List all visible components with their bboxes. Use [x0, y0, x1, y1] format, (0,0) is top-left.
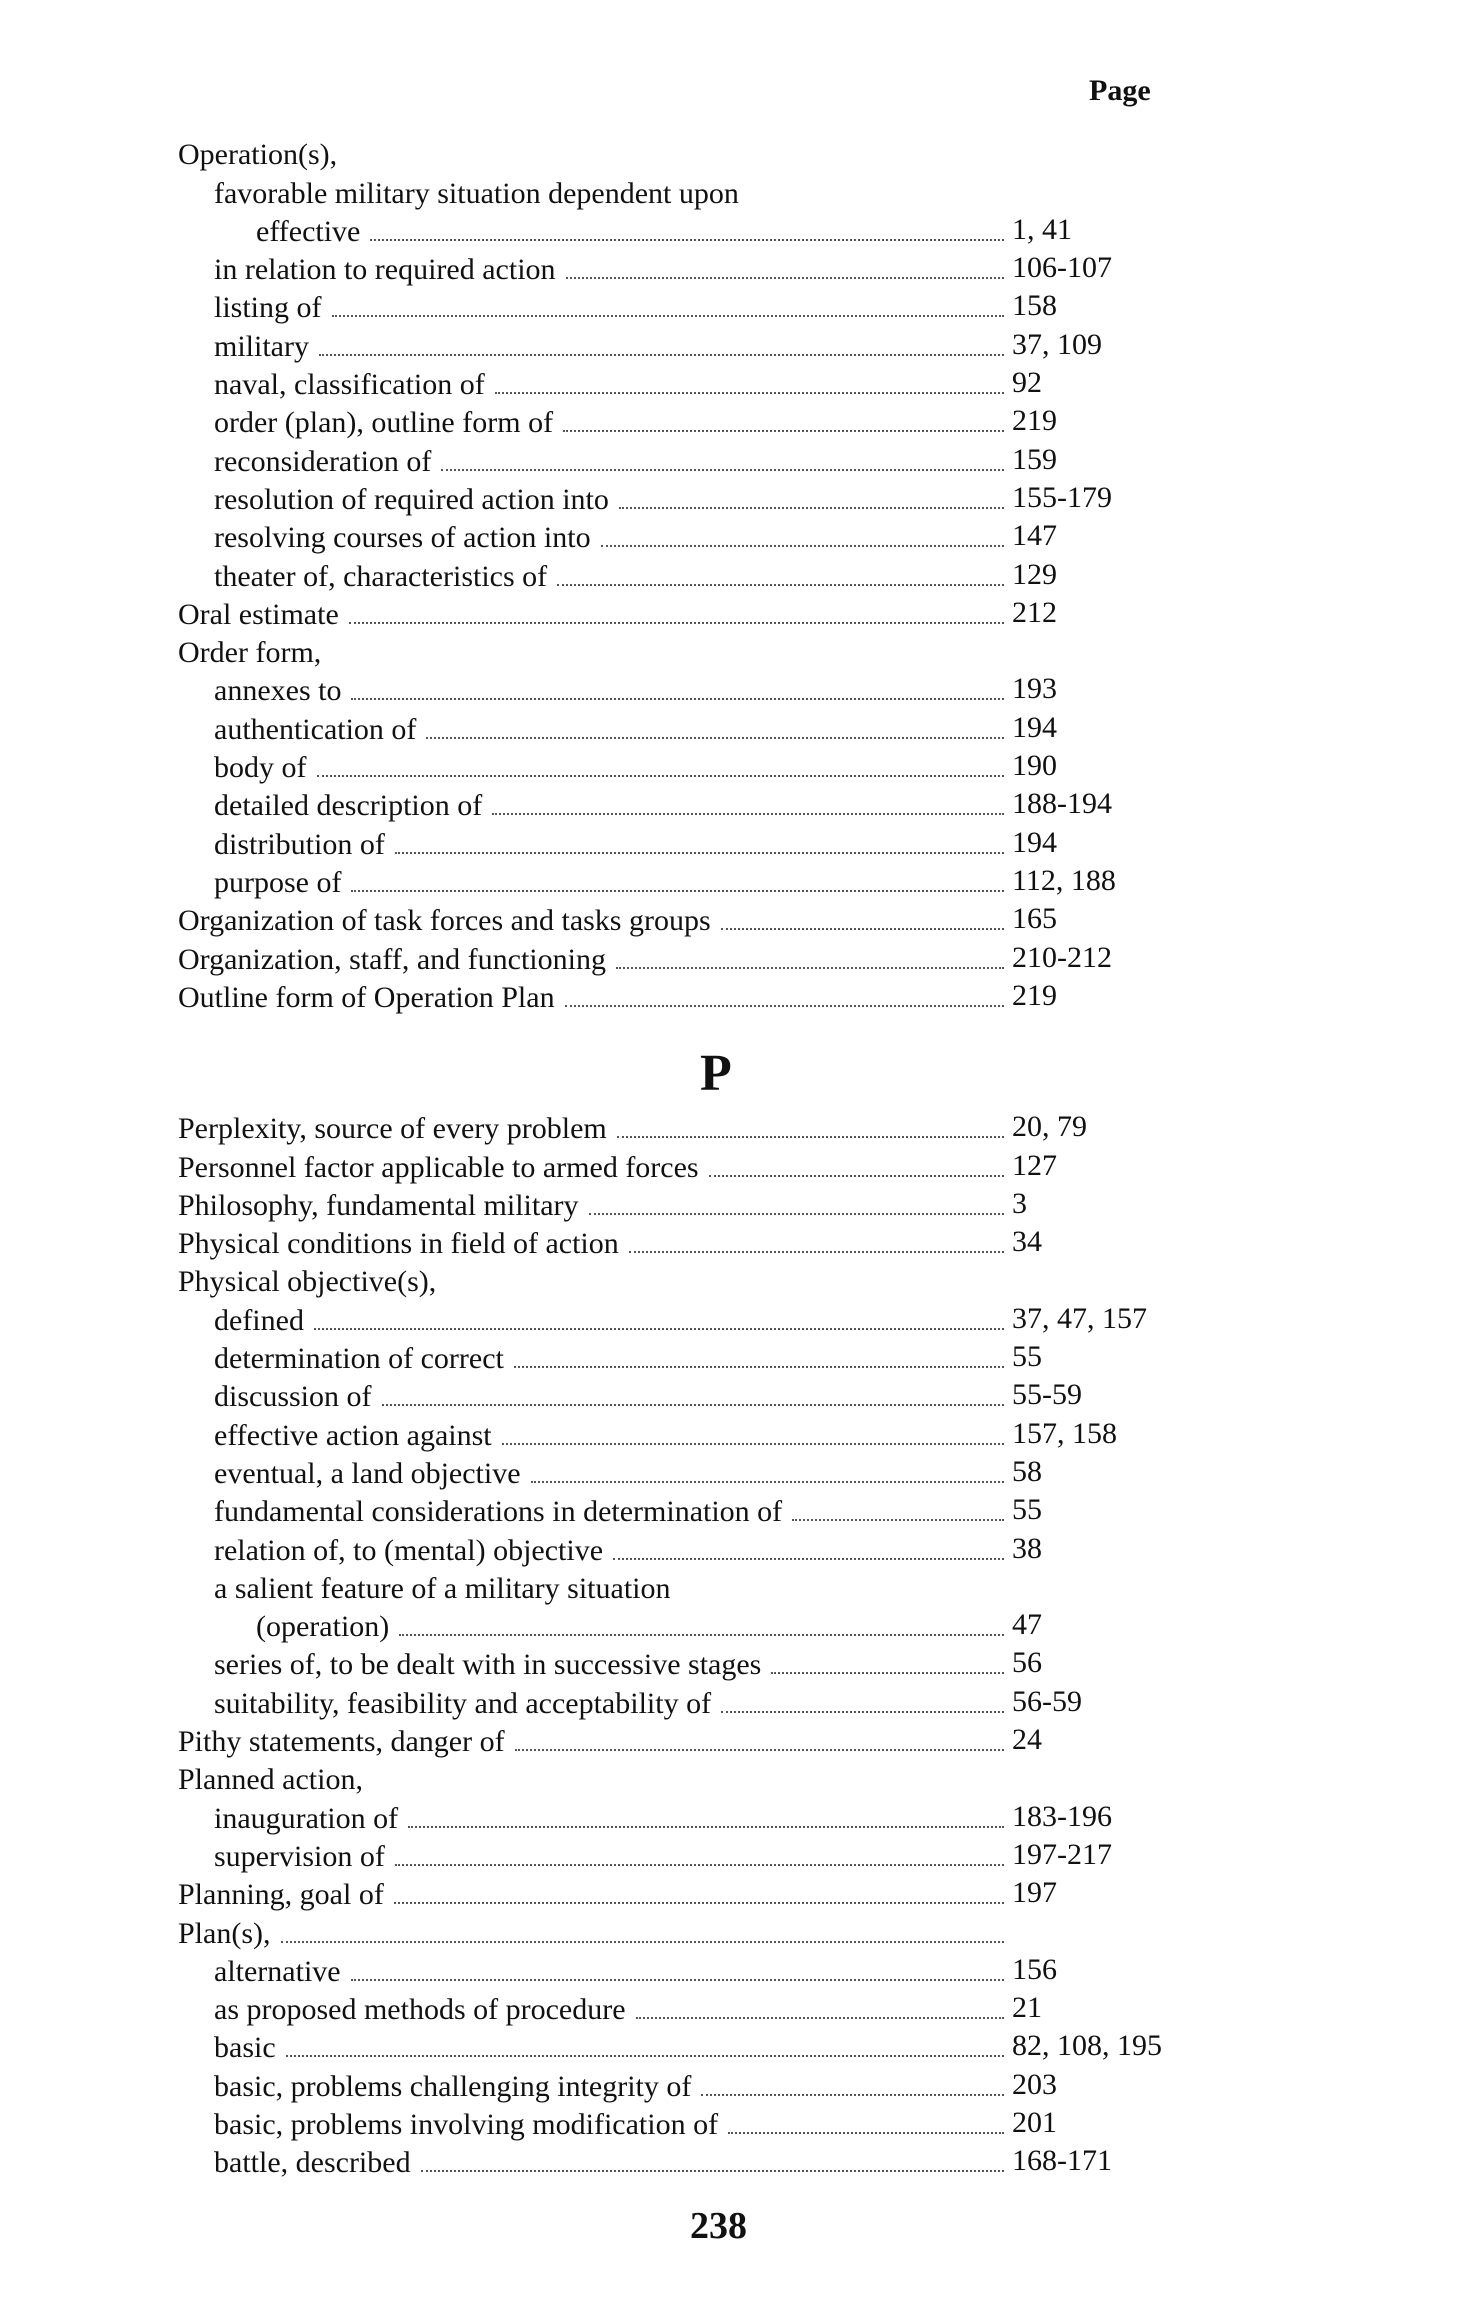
- index-page-refs: 156: [1012, 1952, 1057, 1986]
- index-entry: [178, 1874, 1258, 1912]
- index-entry: [178, 325, 1258, 363]
- dot-leader: [332, 315, 1004, 317]
- index-entry-term-wrap: [178, 2031, 1010, 2065]
- index-entry: [178, 1568, 1258, 1606]
- index-term: Organization of task forces and tasks groups: [178, 904, 711, 938]
- index-entry: [178, 1491, 1258, 1529]
- index-page-refs: 194: [1012, 825, 1057, 859]
- index-entry-term-wrap: [178, 1840, 1010, 1874]
- index-term: a salient feature of a military situation: [214, 1571, 671, 1605]
- index-page-refs: 56-59: [1012, 1684, 1082, 1718]
- index-term: effective: [256, 214, 361, 248]
- index-term: Operation(s),: [178, 138, 338, 172]
- index-term: authentication of: [214, 712, 417, 746]
- index-page-refs: 55: [1012, 1340, 1042, 1374]
- dot-leader: [408, 1826, 1004, 1828]
- dot-leader: [421, 2170, 1004, 2172]
- index-page-refs: 183-196: [1012, 1799, 1112, 1833]
- index-page-refs: 190: [1012, 749, 1057, 783]
- index-entry: [178, 1223, 1258, 1261]
- dot-leader: [351, 890, 1004, 892]
- index-entry-term-wrap: [178, 1878, 1010, 1912]
- dot-leader: [495, 392, 1004, 394]
- index-entry: [178, 211, 1258, 249]
- index-page-refs: 38: [1012, 1531, 1042, 1565]
- dot-leader: [617, 1136, 1004, 1138]
- index-entry: [178, 1529, 1258, 1567]
- index-term: eventual, a land objective: [214, 1456, 521, 1490]
- index-term: resolution of required action into: [214, 482, 609, 516]
- dot-leader: [349, 622, 1004, 624]
- index-page-refs: 37, 109: [1012, 327, 1102, 361]
- index-entry-term-wrap: [178, 674, 1010, 708]
- index-entry-term-wrap: [178, 1993, 1010, 2027]
- index-page-refs: 168-171: [1012, 2144, 1112, 2178]
- index-term: basic, problems involving modification of: [214, 2108, 719, 2142]
- index-term: annexes to: [214, 674, 342, 708]
- index-entry-term-wrap: [178, 177, 1010, 211]
- index-term: Physical objective(s),: [178, 1265, 437, 1299]
- index-page-refs: 106-107: [1012, 251, 1112, 285]
- dot-leader: [426, 737, 1004, 739]
- index-term: favorable military situation dependent upon: [214, 176, 739, 210]
- index-entry: [178, 402, 1258, 440]
- dot-leader: [314, 1328, 1004, 1330]
- dot-leader: [636, 2017, 1004, 2019]
- dot-leader: [317, 775, 1005, 777]
- index-page-refs: 197-217: [1012, 1837, 1112, 1871]
- index-entry: [178, 517, 1258, 555]
- index-entry-term-wrap: [178, 1610, 1010, 1644]
- index-entry-term-wrap: [178, 291, 1010, 325]
- dot-leader: [616, 967, 1004, 969]
- index-entry: [178, 1797, 1258, 1835]
- index-section-o: [178, 134, 1258, 1015]
- index-entry-term-wrap: [178, 1955, 1010, 1989]
- index-term: Oral estimate: [178, 597, 339, 631]
- index-term: listing of: [214, 291, 322, 325]
- dot-leader: [382, 1404, 1005, 1406]
- dot-leader: [589, 1213, 1004, 1215]
- index-page-refs: 127: [1012, 1148, 1057, 1182]
- index-entry: [178, 172, 1258, 210]
- index-term: relation of, to (mental) objective: [214, 1533, 604, 1567]
- index-entry-term-wrap: [178, 138, 1010, 172]
- index-entry-term-wrap: [178, 368, 1010, 402]
- index-entry-term-wrap: [178, 636, 1010, 670]
- index-term: theater of, characteristics of: [214, 559, 548, 593]
- index-entry: [178, 2065, 1258, 2103]
- index-page-refs: 55: [1012, 1493, 1042, 1527]
- index-entry: [178, 364, 1258, 402]
- index-entry: [178, 670, 1258, 708]
- index-entry: [178, 2142, 1258, 2180]
- index-entry-term-wrap: [178, 521, 1010, 555]
- index-term: fundamental considerations in determination of: [214, 1495, 783, 1529]
- dot-leader: [351, 1979, 1004, 1981]
- index-page-refs: 158: [1012, 289, 1057, 323]
- index-page-refs: 37, 47, 157: [1012, 1301, 1147, 1335]
- index-entry-term-wrap: [178, 1112, 1010, 1146]
- index-term: Outline form of Operation Plan: [178, 980, 555, 1014]
- index-entry: [178, 938, 1258, 976]
- index-entry: [178, 1951, 1258, 1989]
- index-term: defined: [214, 1303, 304, 1337]
- index-term: Organization, staff, and functioning: [178, 942, 606, 976]
- index-page-refs: 147: [1012, 519, 1057, 553]
- index-entry-term-wrap: [178, 1534, 1010, 1568]
- index-entry: [178, 862, 1258, 900]
- index-entry: [178, 1836, 1258, 1874]
- dot-leader: [619, 507, 1004, 509]
- index-term: Physical conditions in field of action: [178, 1227, 619, 1261]
- dot-leader: [502, 1443, 1004, 1445]
- dot-leader: [531, 1481, 1004, 1483]
- index-page-refs: 129: [1012, 557, 1057, 591]
- index-section-p: [178, 1108, 1258, 2180]
- index-entry: [178, 1912, 1258, 1950]
- index-page-refs: 219: [1012, 978, 1057, 1012]
- index-term: naval, classification of: [214, 368, 485, 402]
- index-entry-term-wrap: [178, 1725, 1010, 1759]
- index-entry: [178, 440, 1258, 478]
- index-term: alternative: [214, 1954, 341, 1988]
- index-page-refs: 112, 188: [1012, 863, 1116, 897]
- dot-leader: [721, 928, 1004, 930]
- index-entry-term-wrap: [178, 1151, 1010, 1185]
- index-page-refs: 188-194: [1012, 787, 1112, 821]
- index-page-refs: 157, 158: [1012, 1416, 1117, 1450]
- index-term: order (plan), outline form of: [214, 406, 554, 440]
- dot-leader: [709, 1175, 1004, 1177]
- index-page-refs: 34: [1012, 1225, 1042, 1259]
- dot-leader: [701, 2094, 1004, 2096]
- index-term: Order form,: [178, 636, 322, 670]
- index-entry-term-wrap: [178, 1495, 1010, 1529]
- index-entry: [178, 977, 1258, 1015]
- index-entry-term-wrap: [178, 943, 1010, 977]
- index-entry-term-wrap: [178, 330, 1010, 364]
- index-page-refs: 56: [1012, 1646, 1042, 1680]
- index-entry-term-wrap: [178, 751, 1010, 785]
- page-number: 238: [690, 2205, 747, 2247]
- index-entry-term-wrap: [178, 981, 1010, 1015]
- index-term: Perplexity, source of every problem: [178, 1112, 607, 1146]
- index-page-refs: 20, 79: [1012, 1110, 1087, 1144]
- index-term: (operation): [256, 1610, 390, 1644]
- index-entry-term-wrap: [178, 598, 1010, 632]
- index-page-refs: 58: [1012, 1454, 1042, 1488]
- dot-leader: [441, 469, 1004, 471]
- index-entry: [178, 785, 1258, 823]
- index-term: effective action against: [214, 1418, 492, 1452]
- index-term: basic: [214, 2031, 276, 2065]
- index-page-refs: 194: [1012, 710, 1057, 744]
- dot-leader: [286, 2055, 1004, 2057]
- index-entry-term-wrap: [178, 406, 1010, 440]
- index-entry: [178, 708, 1258, 746]
- dot-leader: [492, 813, 1004, 815]
- index-term: inauguration of: [214, 1801, 399, 1835]
- dot-leader: [281, 1941, 1005, 1943]
- index-entry: [178, 2104, 1258, 2142]
- dot-leader: [351, 698, 1004, 700]
- dot-leader: [394, 1902, 1004, 1904]
- dot-leader: [792, 1519, 1004, 1521]
- index-entry: [178, 1414, 1258, 1452]
- index-term: determination of correct: [214, 1342, 504, 1376]
- index-entry-term-wrap: [178, 445, 1010, 479]
- index-entry: [178, 249, 1258, 287]
- index-term: Personnel factor applicable to armed forces: [178, 1150, 699, 1184]
- index-entry: [178, 1606, 1258, 1644]
- index-entry: [178, 479, 1258, 517]
- dot-leader: [319, 354, 1004, 356]
- index-page-refs: 1, 41: [1012, 212, 1072, 246]
- index-entry-term-wrap: [178, 1917, 1010, 1951]
- index-entry: [178, 1759, 1258, 1797]
- dot-leader: [399, 1634, 1004, 1636]
- index-entry-term-wrap: [178, 1687, 1010, 1721]
- index-entry-term-wrap: [178, 1189, 1010, 1223]
- index-entry: [178, 1338, 1258, 1376]
- index-entry: [178, 747, 1258, 785]
- index-term: Pithy statements, danger of: [178, 1725, 505, 1759]
- index-entry-term-wrap: [178, 1380, 1010, 1414]
- index-entry: [178, 134, 1258, 172]
- dot-leader: [370, 239, 1004, 241]
- index-entry-term-wrap: [178, 1802, 1010, 1836]
- index-entry-term-wrap: [178, 1227, 1010, 1261]
- index-entry: [178, 1376, 1258, 1414]
- index-page-refs: 165: [1012, 902, 1057, 936]
- index-entry: [178, 1261, 1258, 1299]
- index-page-refs: 219: [1012, 404, 1057, 438]
- index-entry: [178, 1453, 1258, 1491]
- index-page-refs: 212: [1012, 595, 1057, 629]
- index-page-refs: 155-179: [1012, 480, 1112, 514]
- dot-leader: [563, 430, 1004, 432]
- index-page-refs: 47: [1012, 1608, 1042, 1642]
- index-entry-term-wrap: [178, 1572, 1010, 1606]
- index-page-refs: 3: [1012, 1186, 1027, 1220]
- index-page-refs: 82, 108, 195: [1012, 2029, 1162, 2063]
- index-term: Planning, goal of: [178, 1878, 384, 1912]
- index-term: Planned action,: [178, 1763, 363, 1797]
- index-page-refs: 92: [1012, 366, 1042, 400]
- dot-leader: [395, 1864, 1004, 1866]
- index-entry-term-wrap: [178, 1648, 1010, 1682]
- index-term: in relation to required action: [214, 253, 556, 287]
- index-page-refs: 55-59: [1012, 1378, 1082, 1412]
- index-term: series of, to be dealt with in successive stages: [214, 1648, 762, 1682]
- index-term: supervision of: [214, 1839, 385, 1873]
- index-page-refs: 21: [1012, 1991, 1042, 2025]
- index-entry: [178, 1721, 1258, 1759]
- index-entry-term-wrap: [178, 1304, 1010, 1338]
- index-entry-term-wrap: [178, 1342, 1010, 1376]
- dot-leader: [565, 1005, 1004, 1007]
- dot-leader: [566, 277, 1004, 279]
- index-term: resolving courses of action into: [214, 521, 591, 555]
- index-term: basic, problems challenging integrity of: [214, 2069, 692, 2103]
- index-entry-term-wrap: [178, 904, 1010, 938]
- index-term: Plan(s),: [178, 1916, 271, 1950]
- index-entry-term-wrap: [178, 713, 1010, 747]
- index-entry-term-wrap: [178, 2070, 1010, 2104]
- index-term: reconsideration of: [214, 444, 432, 478]
- dot-leader: [613, 1558, 1004, 1560]
- dot-leader: [728, 2132, 1004, 2134]
- index-entry-term-wrap: [178, 828, 1010, 862]
- index-entry: [178, 555, 1258, 593]
- dot-leader: [557, 584, 1004, 586]
- index-entry-term-wrap: [178, 1763, 1010, 1797]
- index-entry: [178, 823, 1258, 861]
- index-entry: [178, 2027, 1258, 2065]
- dot-leader: [771, 1672, 1004, 1674]
- index-term: as proposed methods of procedure: [214, 1993, 626, 2027]
- index-entry-term-wrap: [178, 2108, 1010, 2142]
- index-entry-term-wrap: [178, 2146, 1010, 2180]
- index-page-refs: 210-212: [1012, 940, 1112, 974]
- index-entry-term-wrap: [178, 215, 1010, 249]
- index-page-refs: 201: [1012, 2106, 1057, 2140]
- index-term: suitability, feasibility and acceptability of: [214, 1686, 712, 1720]
- index-term: purpose of: [214, 865, 342, 899]
- section-letter-heading: P: [700, 1045, 732, 1102]
- index-entry-term-wrap: [178, 253, 1010, 287]
- index-page-refs: 203: [1012, 2067, 1057, 2101]
- index-entry: [178, 1146, 1258, 1184]
- index-page-refs: 159: [1012, 442, 1057, 476]
- dot-leader: [601, 545, 1004, 547]
- index-entry: [178, 1989, 1258, 2027]
- dot-leader: [395, 852, 1004, 854]
- dot-leader: [629, 1251, 1004, 1253]
- index-entry-term-wrap: [178, 1419, 1010, 1453]
- index-entry-term-wrap: [178, 560, 1010, 594]
- index-entry-term-wrap: [178, 866, 1010, 900]
- index-entry: [178, 1682, 1258, 1720]
- index-entry-term-wrap: [178, 789, 1010, 823]
- index-term: body of: [214, 751, 307, 785]
- index-entry: [178, 1185, 1258, 1223]
- page-column-header: Page: [1089, 74, 1151, 107]
- index-entry: [178, 287, 1258, 325]
- index-term: detailed description of: [214, 789, 483, 823]
- dot-leader: [721, 1711, 1004, 1713]
- index-entry: [178, 594, 1258, 632]
- dot-leader: [514, 1366, 1004, 1368]
- index-term: military: [214, 329, 309, 363]
- index-entry: [178, 900, 1258, 938]
- index-term: Philosophy, fundamental military: [178, 1188, 579, 1222]
- index-entry: [178, 1108, 1258, 1146]
- index-term: distribution of: [214, 827, 385, 861]
- index-entry-term-wrap: [178, 1265, 1010, 1299]
- index-entry: [178, 1299, 1258, 1337]
- index-term: battle, described: [214, 2146, 411, 2180]
- index-entry: [178, 632, 1258, 670]
- index-page-refs: 24: [1012, 1723, 1042, 1757]
- index-term: discussion of: [214, 1380, 372, 1414]
- dot-leader: [515, 1749, 1004, 1751]
- index-entry-term-wrap: [178, 483, 1010, 517]
- index-entry: [178, 1644, 1258, 1682]
- index-entry-term-wrap: [178, 1457, 1010, 1491]
- index-page-refs: 197: [1012, 1876, 1057, 1910]
- index-page-refs: 193: [1012, 672, 1057, 706]
